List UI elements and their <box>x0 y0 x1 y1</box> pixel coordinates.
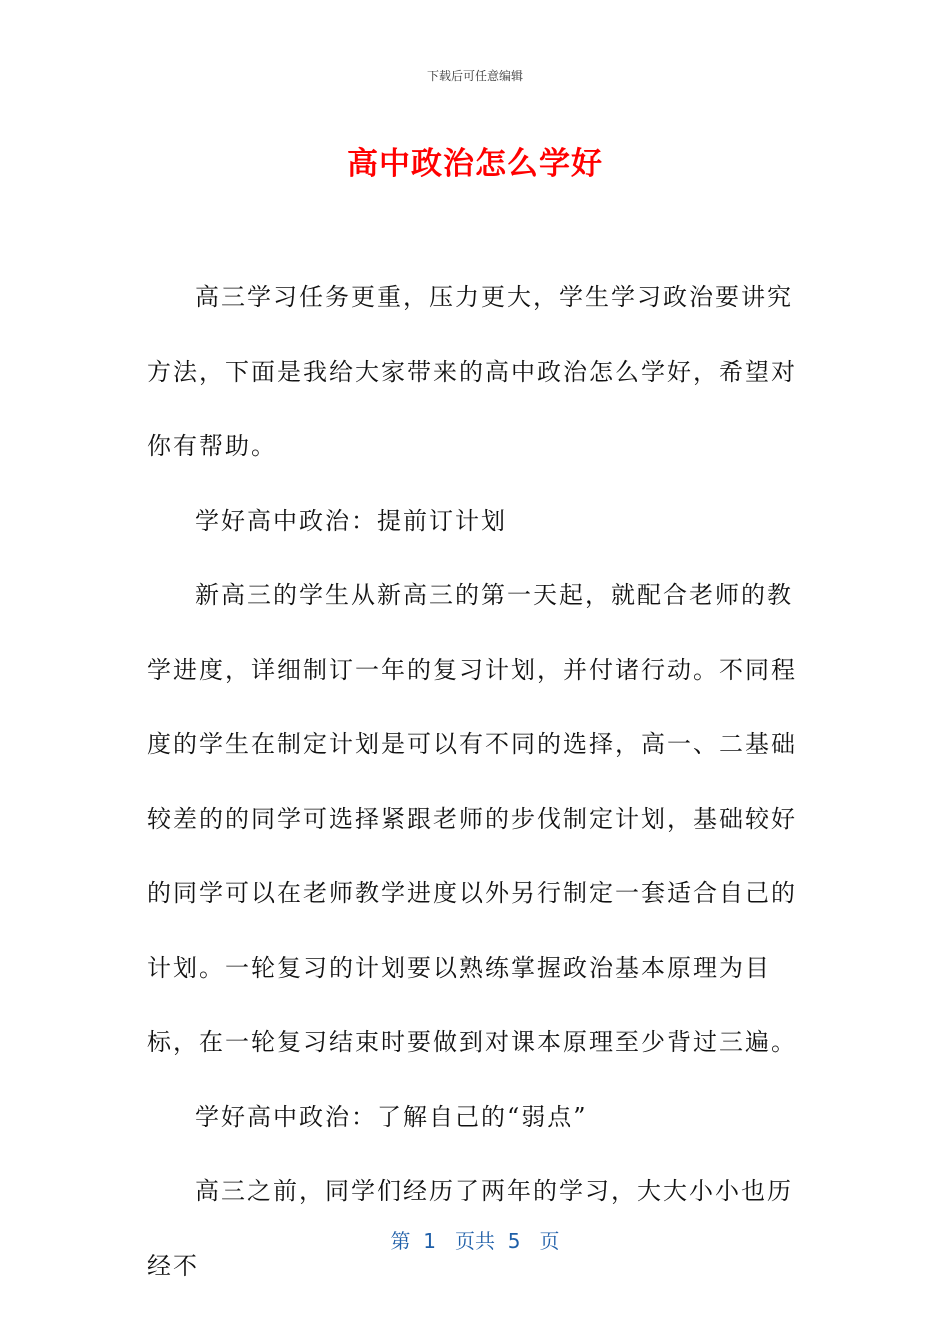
section-heading-plan: 学好高中政治：提前订计划 <box>195 506 507 535</box>
document-body <box>147 260 807 1303</box>
page-number-footer: 第 1 页共 5 页 <box>390 1229 560 1253</box>
paragraph-intro: 高三学习任务更重，压力更大，学生学习政治要讲究方法，下面是我给大家带来的高中政治怎么学好，希望对你有帮助。 <box>147 283 797 460</box>
document-title: 高中政治怎么学好 <box>347 146 603 182</box>
paragraph-weakness: 高三之前，同学们经历了两年的学习，大大小小也历经不 <box>147 1177 793 1280</box>
paragraph-plan: 新高三的学生从新高三的第一天起，就配合老师的教学进度，详细制订一年的复习计划，并付诸行动。不同程度的学生在制定计划是可以有不同的选择，高一、二基础较差的的同学可选择紧跟老师的步伐制定计划，基础较好的同学可以在老师教学进度以外另行制定一套适合自己的计划。一轮复习的计划要以熟练掌握政治基本原理为目标，在一轮复习结束时要做到对课本原理至少背过三遍。 <box>147 581 797 1056</box>
header-note: 下载后可任意编辑 <box>426 69 523 83</box>
section-heading-weakness: 学好高中政治：了解自己的“弱点” <box>195 1102 588 1131</box>
